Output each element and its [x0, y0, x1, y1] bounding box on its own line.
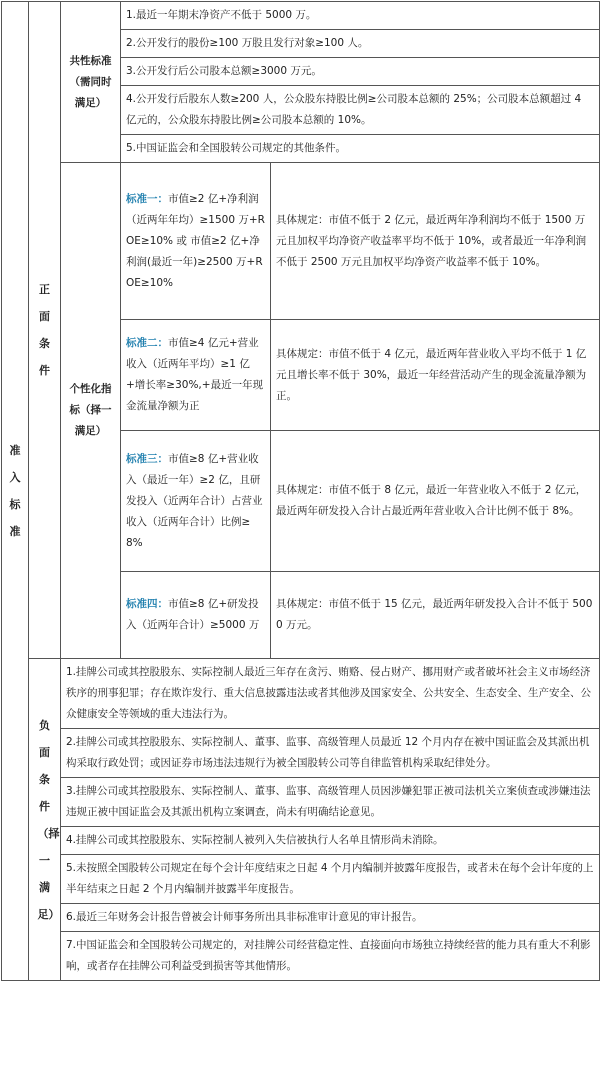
admission-label: 准入标准	[2, 2, 29, 981]
standard-summary: 标准三：市值≥8 亿+营业收入（最近一年）≥2 亿，且研发投入（近两年合计）占营业收入（近两年合计）比例≥8%	[121, 431, 271, 572]
standard-detail: 具体规定：市值不低于 4 亿元，最近两年营业收入平均不低于 1 亿元且增长率不低于 30%，最近一年经营活动产生的现金流量净额为正。	[271, 320, 600, 431]
negative-row-1	[2, 659, 600, 729]
admission-standards-table	[1, 1, 600, 981]
standard-summary: 标准二：市值≥4 亿元+营业收入（近两年平均）≥1 亿+增长率≥30%,+最近一年现金流量净额为正	[121, 320, 271, 431]
standard-name: 标准二：	[126, 337, 168, 349]
common-item: 1.最近一年期末净资产不低于 5000 万。	[121, 2, 600, 30]
common-item: 4.公开发行后股东人数≥200 人，公众股东持股比例≥公司股本总额的 25%；公司股本总额超过 4 亿元的，公众股东持股比例≥公司股本总额的 10%。	[121, 86, 600, 135]
negative-item: 2.挂牌公司或其控股股东、实际控制人、董事、监事、高级管理人员最近 12 个月内存在被中国证监会及其派出机构采取行政处罚；或因证券市场违法违规行为被全国股转公司等自律监管机构采取纪律处分。	[61, 729, 600, 778]
standard-name: 标准一：	[126, 192, 168, 205]
negative-item: 3.挂牌公司或其控股股东、实际控制人、董事、监事、高级管理人员因涉嫌犯罪正被司法机关立案侦查或涉嫌违法违规正被中国证监会及其派出机构立案调查，尚未有明确结论意见。	[61, 778, 600, 827]
common-row-1	[2, 2, 600, 30]
individual-standard-label: 个性化指标（择一满足）	[61, 163, 121, 659]
standard-summary: 标准一：市值≥2 亿+净利润（近两年年均）≥1500 万+ROE≥10% 或 市值≥2 亿+净利润(最近一年)≥2500 万+ROE≥10%	[121, 163, 271, 320]
standard-detail: 具体规定：市值不低于 8 亿元，最近一年营业收入不低于 2 亿元，最近两年研发投入合计占最近两年营业收入合计比例不低于 8%。	[271, 431, 600, 572]
negative-item: 6.最近三年财务会计报告曾被会计师事务所出具非标准审计意见的审计报告。	[61, 904, 600, 932]
common-item: 3.公开发行后公司股本总额≥3000 万元。	[121, 58, 600, 86]
negative-item: 4.挂牌公司或其控股股东、实际控制人被列入失信被执行人名单且情形尚未消除。	[61, 827, 600, 855]
standard-detail: 具体规定：市值不低于 2 亿元，最近两年净利润均不低于 1500 万元且加权平均净资产收益率平均不低于 10%，或者最近一年净利润不低于 2500 万元且加权平均净资产收益率不低于 10%。	[271, 163, 600, 320]
common-item: 2.公开发行的股份≥100 万股且发行对象≥100 人。	[121, 30, 600, 58]
negative-item: 5.未按照全国股转公司规定在每个会计年度结束之日起 4 个月内编制并披露年度报告，或者未在每个会计年度的上半年结束之日起 2 个月内编制并披露半年度报告。	[61, 855, 600, 904]
standard-row-1	[2, 163, 600, 320]
negative-item: 1.挂牌公司或其控股股东、实际控制人最近三年存在贪污、贿赂、侵占财产、挪用财产或者破坏社会主义市场经济秩序的刑事犯罪；存在欺诈发行、重大信息披露违法或者其他涉及国家安全、公共安全、生态安全、生产安全、公众健康安全等领域的重大违法行为。	[61, 659, 600, 729]
standard-detail: 具体规定：市值不低于 15 亿元，最近两年研发投入合计不低于 5000 万元。	[271, 572, 600, 659]
common-item: 5.中国证监会和全国股转公司规定的其他条件。	[121, 135, 600, 163]
negative-item: 7.中国证监会和全国股转公司规定的，对挂牌公司经营稳定性、直接面向市场独立持续经营的能力具有重大不利影响，或者存在挂牌公司利益受到损害等其他情形。	[61, 932, 600, 981]
negative-label: 负面条件（择一满足）	[29, 659, 61, 981]
standard-summary: 标准四：市值≥8 亿+研发投入（近两年合计）≥5000 万	[121, 572, 271, 659]
common-standard-label: 共性标准（需同时满足）	[61, 2, 121, 163]
positive-label: 正面条件	[29, 2, 61, 659]
standard-name: 标准四：	[126, 598, 168, 610]
standard-name: 标准三：	[126, 452, 168, 465]
